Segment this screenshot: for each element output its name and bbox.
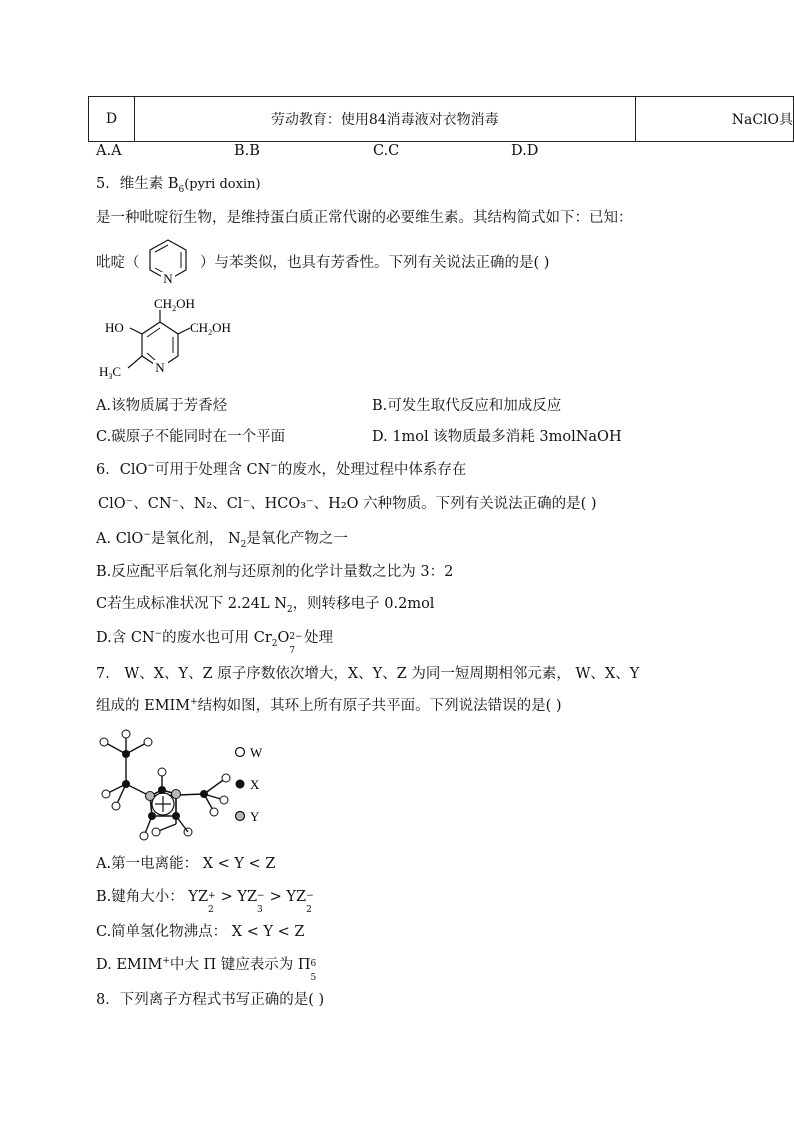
q6-option-a: A. ClO−是氧化剂， $N_2$是氧化产物之一 (96, 530, 348, 550)
legend-w-marker (236, 748, 245, 757)
pyridine-n-label: N (163, 271, 173, 286)
q7-option-b-part3: > YZ (265, 889, 307, 905)
q6-option-d-part3: O (277, 630, 290, 646)
q5-title-sub: 6 (178, 184, 185, 195)
q4-option-a: A.A (96, 143, 122, 159)
q5-option-b: B.可发生取代反应和加成反应 (372, 398, 562, 414)
b6-ch2oh-right: $CH_2OH$ (190, 320, 231, 337)
legend-x-label: X (250, 777, 260, 792)
emim-structure (94, 728, 274, 843)
answer-table (88, 96, 794, 142)
q5-line3-a: 吡啶（ (96, 255, 140, 271)
q7-line2: 组成的 EMIM+结构如图，其环上所有原子共平面。下列说法错误的是( ) (96, 697, 562, 714)
q5-line3-b: ）与苯类似，也具有芳香性。下列有关说法正确的是( ) (200, 255, 550, 271)
q6-line1: 6．ClO−可用于处理含 CN−的废水，处理过程中体系存在 (96, 461, 467, 478)
q7-emim: 组成的 EMIM (96, 698, 191, 714)
q6-option-c-part1: C若生成标准状况下 2.24L N (96, 596, 287, 612)
b6-n-label: N (155, 360, 165, 375)
q7-line1: 7． W、X、Y、Z 原子序数依次增大，X、Y、Z 为同一短周期相邻元素， W、X、Y (96, 666, 640, 682)
q4-option-c: C.C (373, 143, 400, 159)
q6-option-b: B.反应配平后氧化剂与还原剂的化学计量数之比为 3：2 (96, 564, 454, 580)
q5-title-tail: (pyri doxin) (184, 177, 261, 192)
table-cell-letter: D (89, 97, 135, 142)
table-cell-content: 劳动教育：使用84消毒液对衣物消毒 (134, 97, 635, 142)
legend-x-marker (236, 780, 245, 789)
q4-option-b: B.B (234, 143, 260, 159)
q5-title-text: 5．维生素 B (96, 176, 179, 192)
pyridine-structure (144, 236, 192, 286)
q7-option-d: D. EMIM+中大 Π 键应表示为 Π 6 5 (96, 956, 317, 983)
q6-clo: 6．ClO (96, 462, 148, 478)
q6-line2: ClO⁻、CN⁻、N₂、Cl⁻、HCO₃⁻、H₂O 六种物质。下列有关说法正确的是( ) (98, 496, 597, 512)
q6-cn: 可用于处理含 CN (154, 462, 271, 478)
q5-option-a: A.该物质属于芳香烃 (96, 398, 228, 414)
q4-option-d: D.D (511, 143, 539, 159)
q6-option-d-part2: 的废水也可用 Cr (162, 630, 272, 646)
q6-option-d: D.含 CN−的废水也可用 $Cr_2O$ 2− 7 处理 (96, 629, 334, 656)
q7-option-b-part2: > YZ (216, 889, 258, 905)
q7-line2-tail: 结构如图，其环上所有原子共平面。下列说法错误的是( ) (197, 698, 562, 714)
q7-option-c: C.简单氢化物沸点： X < Y < Z (96, 924, 305, 940)
legend-y-label: Y (250, 809, 260, 824)
q7-option-a: A.第一电离能： X < Y < Z (96, 856, 276, 872)
b6-ho: HO (105, 320, 124, 335)
b6-h3c: $H_3C$ (99, 364, 122, 381)
q7-option-b-part1: B.键角大小： YZ (96, 889, 209, 905)
q6-option-d-part4: 处理 (304, 630, 334, 646)
q6-option-c-part2: ，则转移电子 0.2mol (292, 596, 435, 612)
q7-option-d-part1: D. EMIM (96, 957, 163, 973)
legend-w-label: W (250, 745, 263, 760)
table-row (89, 97, 794, 142)
q6-option-c: C若生成标准状况下 2.24L $N_2$，则转移电子 0.2mol (96, 596, 435, 615)
q6-option-a-part3: 是氧化产物之一 (246, 531, 348, 547)
q5-title (96, 172, 261, 195)
q7-option-b: B.键角大小： YZ + 2 > YZ − 3 > YZ − 2 (96, 889, 314, 915)
q5-line2: 是一种吡啶衍生物，是维持蛋白质正常代谢的必要维生素。其结构简式如下：已知： (96, 210, 633, 226)
q5-option-c: C.碳原子不能同时在一个平面 (96, 429, 286, 445)
q6-line1-tail: 的废水，处理过程中体系存在 (277, 462, 467, 478)
vitamin-b6-structure (96, 290, 256, 382)
q6-option-a-part1: A. ClO (96, 531, 144, 547)
q7-option-d-part2: 中大 Π 键应表示为 Π (169, 957, 311, 973)
q5-option-d: D. 1mol 该物质最多消耗 3molNaOH (372, 429, 622, 445)
table-cell-explanation: NaClO具 (635, 97, 793, 142)
q6-option-d-part1: D.含 CN (96, 630, 155, 646)
b6-ch2oh-top: $CH_2OH$ (154, 296, 195, 313)
q6-option-a-part2: 是氧化剂， N (150, 531, 241, 547)
q8-line1: 8．下列离子方程式书写正确的是( ) (96, 992, 325, 1008)
legend-y-marker (236, 812, 245, 821)
